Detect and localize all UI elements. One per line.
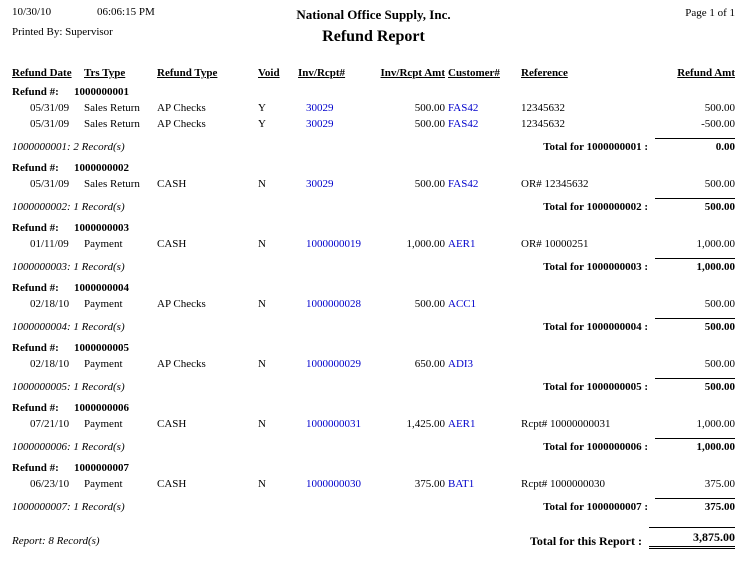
refund-number-label: Refund #: (12, 86, 59, 98)
refund-number-label: Refund #: (12, 222, 59, 234)
group-total-label: Total for 1000000007 : (543, 501, 648, 513)
refund-number: 1000000006 (74, 402, 129, 414)
group-footer (12, 138, 735, 155)
print-time: 06:06:15 PM (97, 6, 155, 18)
void-cell: Y (258, 118, 266, 130)
refund-number: 1000000004 (74, 282, 129, 294)
reference-cell: Rcpt# 1000000030 (521, 478, 606, 490)
refund-amt-cell: 500.00 (704, 178, 735, 190)
refund-type-cell: CASH (157, 178, 187, 190)
group-header (12, 84, 735, 100)
inv-rcpt-link[interactable]: 1000000028 (306, 298, 361, 310)
table-row (12, 100, 735, 116)
inv-rcpt-amt-cell: 500.00 (414, 118, 445, 130)
report-total-amount: 3,875.00 (649, 527, 735, 549)
table-row (12, 176, 735, 192)
col-reference: Reference (521, 67, 568, 79)
trs-type-cell: Payment (84, 418, 123, 430)
refund-type-cell: AP Checks (157, 358, 206, 370)
group-footer (12, 378, 735, 395)
inv-rcpt-link[interactable]: 1000000019 (306, 238, 361, 250)
group-header (12, 220, 735, 236)
refund-date-cell: 05/31/09 (30, 118, 70, 130)
refund-type-cell: CASH (157, 478, 187, 490)
group-footer (12, 198, 735, 215)
col-refund-date: Refund Date (12, 67, 72, 79)
report-title: Refund Report (322, 28, 425, 45)
report-footer (12, 527, 735, 549)
group-record-count: 1000000002: 1 Record(s) (12, 201, 125, 213)
void-cell: N (258, 478, 266, 490)
table-row (12, 356, 735, 372)
group-header (12, 340, 735, 356)
inv-rcpt-link[interactable]: 1000000029 (306, 358, 361, 370)
refund-amt-cell: 375.00 (704, 478, 735, 490)
group-total-amount: 500.00 (655, 318, 735, 335)
reference-cell: 12345632 (521, 102, 565, 114)
refund-number-label: Refund #: (12, 342, 59, 354)
group-record-count: 1000000004: 1 Record(s) (12, 321, 125, 333)
group-total-label: Total for 1000000003 : (543, 261, 648, 273)
refund-type-cell: CASH (157, 238, 187, 250)
reference-cell: OR# 10000251 (521, 238, 589, 250)
col-customer: Customer# (448, 67, 500, 79)
inv-rcpt-amt-cell: 375.00 (414, 478, 445, 490)
refund-number: 1000000001 (74, 86, 129, 98)
refund-group (12, 84, 735, 155)
col-refund-type: Refund Type (157, 67, 218, 79)
refund-group (12, 460, 735, 515)
refund-amt-cell: 1,000.00 (696, 238, 735, 250)
void-cell: N (258, 418, 266, 430)
group-total-label: Total for 1000000002 : (543, 201, 648, 213)
refund-group (12, 160, 735, 215)
group-record-count: 1000000001: 2 Record(s) (12, 141, 125, 153)
table-row (12, 236, 735, 252)
refund-group (12, 400, 735, 455)
table-row (12, 116, 735, 132)
refund-date-cell: 02/18/10 (30, 298, 70, 310)
customer-link[interactable]: FAS42 (448, 102, 479, 114)
inv-rcpt-link[interactable]: 1000000030 (306, 478, 361, 490)
refund-date-cell: 06/23/10 (30, 478, 70, 490)
inv-rcpt-link[interactable]: 30029 (306, 102, 334, 114)
reference-cell: OR# 12345632 (521, 178, 589, 190)
group-header (12, 400, 735, 416)
column-headers (12, 66, 735, 81)
inv-rcpt-link[interactable]: 30029 (306, 178, 334, 190)
refund-number: 1000000003 (74, 222, 129, 234)
refund-number-label: Refund #: (12, 402, 59, 414)
print-date: 10/30/10 (12, 6, 52, 18)
trs-type-cell: Payment (84, 358, 123, 370)
reference-cell (521, 356, 653, 372)
refund-group (12, 220, 735, 275)
refund-amt-cell: 1,000.00 (696, 418, 735, 430)
inv-rcpt-amt-cell: 500.00 (414, 298, 445, 310)
report-header (12, 6, 735, 46)
reference-cell: Rcpt# 10000000031 (521, 418, 611, 430)
refund-number: 1000000007 (74, 462, 129, 474)
customer-link[interactable]: AER1 (448, 418, 476, 430)
inv-rcpt-amt-cell: 1,425.00 (406, 418, 445, 430)
printed-by: Printed By: Supervisor (12, 26, 113, 38)
refund-date-cell: 05/31/09 (30, 102, 70, 114)
customer-link[interactable]: FAS42 (448, 118, 479, 130)
group-record-count: 1000000007: 1 Record(s) (12, 501, 125, 513)
table-row (12, 476, 735, 492)
inv-rcpt-link[interactable]: 30029 (306, 118, 334, 130)
group-header (12, 460, 735, 476)
col-inv-rcpt-amt: Inv/Rcpt Amt (380, 67, 445, 79)
company-name: National Office Supply, Inc. (296, 7, 451, 22)
group-record-count: 1000000006: 1 Record(s) (12, 441, 125, 453)
void-cell: N (258, 358, 266, 370)
group-total-amount: 500.00 (655, 198, 735, 215)
group-total-amount: 500.00 (655, 378, 735, 395)
void-cell: N (258, 238, 266, 250)
header-center (247, 6, 500, 46)
group-total-label: Total for 1000000001 : (543, 141, 648, 153)
group-record-count: 1000000005: 1 Record(s) (12, 381, 125, 393)
group-record-count: 1000000003: 1 Record(s) (12, 261, 125, 273)
group-footer (12, 438, 735, 455)
table-row (12, 416, 735, 432)
trs-type-cell: Sales Return (84, 178, 140, 190)
col-inv-rcpt: Inv/Rcpt# (298, 67, 346, 79)
refund-type-cell: AP Checks (157, 118, 206, 130)
refund-group (12, 340, 735, 395)
trs-type-cell: Payment (84, 478, 123, 490)
group-total-amount: 0.00 (655, 138, 735, 155)
group-footer (12, 318, 735, 335)
inv-rcpt-link[interactable]: 1000000031 (306, 418, 361, 430)
refund-number: 1000000005 (74, 342, 129, 354)
print-datetime (12, 6, 247, 18)
refund-amt-cell: -500.00 (701, 118, 735, 130)
refund-date-cell: 07/21/10 (30, 418, 70, 430)
void-cell: Y (258, 102, 266, 114)
group-total-amount: 1,000.00 (655, 258, 735, 275)
trs-type-cell: Sales Return (84, 118, 140, 130)
col-void: Void (258, 67, 280, 79)
refund-number-label: Refund #: (12, 282, 59, 294)
refund-date-cell: 05/31/09 (30, 178, 70, 190)
reference-cell (521, 296, 653, 312)
group-footer (12, 258, 735, 275)
refund-type-cell: AP Checks (157, 298, 206, 310)
refund-number: 1000000002 (74, 162, 129, 174)
group-total-amount: 1,000.00 (655, 438, 735, 455)
page-number: Page 1 of 1 (685, 7, 735, 19)
refund-date-cell: 01/11/09 (30, 238, 69, 250)
customer-link[interactable]: BAT1 (448, 478, 475, 490)
refund-group (12, 280, 735, 335)
col-refund-amt: Refund Amt (677, 67, 735, 79)
group-total-amount: 375.00 (655, 498, 735, 515)
customer-link[interactable]: ADI3 (448, 358, 474, 370)
refund-number-label: Refund #: (12, 162, 59, 174)
report-total-label: Total for this Report : (530, 534, 642, 548)
col-trs-type: Trs Type (84, 67, 126, 79)
inv-rcpt-amt-cell: 500.00 (414, 178, 445, 190)
group-total-label: Total for 1000000006 : (543, 441, 648, 453)
refund-type-cell: CASH (157, 418, 187, 430)
refund-type-cell: AP Checks (157, 102, 206, 114)
void-cell: N (258, 178, 266, 190)
trs-type-cell: Payment (84, 238, 123, 250)
group-header (12, 280, 735, 296)
refund-date-cell: 02/18/10 (30, 358, 70, 370)
refund-amt-cell: 500.00 (704, 298, 735, 310)
group-footer (12, 498, 735, 515)
inv-rcpt-amt-cell: 650.00 (414, 358, 445, 370)
table-row (12, 296, 735, 312)
inv-rcpt-amt-cell: 500.00 (414, 102, 445, 114)
report-record-count: Report: 8 Record(s) (12, 535, 100, 547)
header-left (12, 6, 247, 38)
inv-rcpt-amt-cell: 1,000.00 (406, 238, 445, 250)
void-cell: N (258, 298, 266, 310)
group-total-label: Total for 1000000004 : (543, 321, 648, 333)
customer-link[interactable]: FAS42 (448, 178, 479, 190)
customer-link[interactable]: ACC1 (448, 298, 477, 310)
trs-type-cell: Sales Return (84, 102, 140, 114)
group-header (12, 160, 735, 176)
refund-amt-cell: 500.00 (704, 358, 735, 370)
refund-amt-cell: 500.00 (704, 102, 735, 114)
trs-type-cell: Payment (84, 298, 123, 310)
group-total-label: Total for 1000000005 : (543, 381, 648, 393)
reference-cell: 12345632 (521, 118, 565, 130)
customer-link[interactable]: AER1 (448, 238, 476, 250)
refund-number-label: Refund #: (12, 462, 59, 474)
